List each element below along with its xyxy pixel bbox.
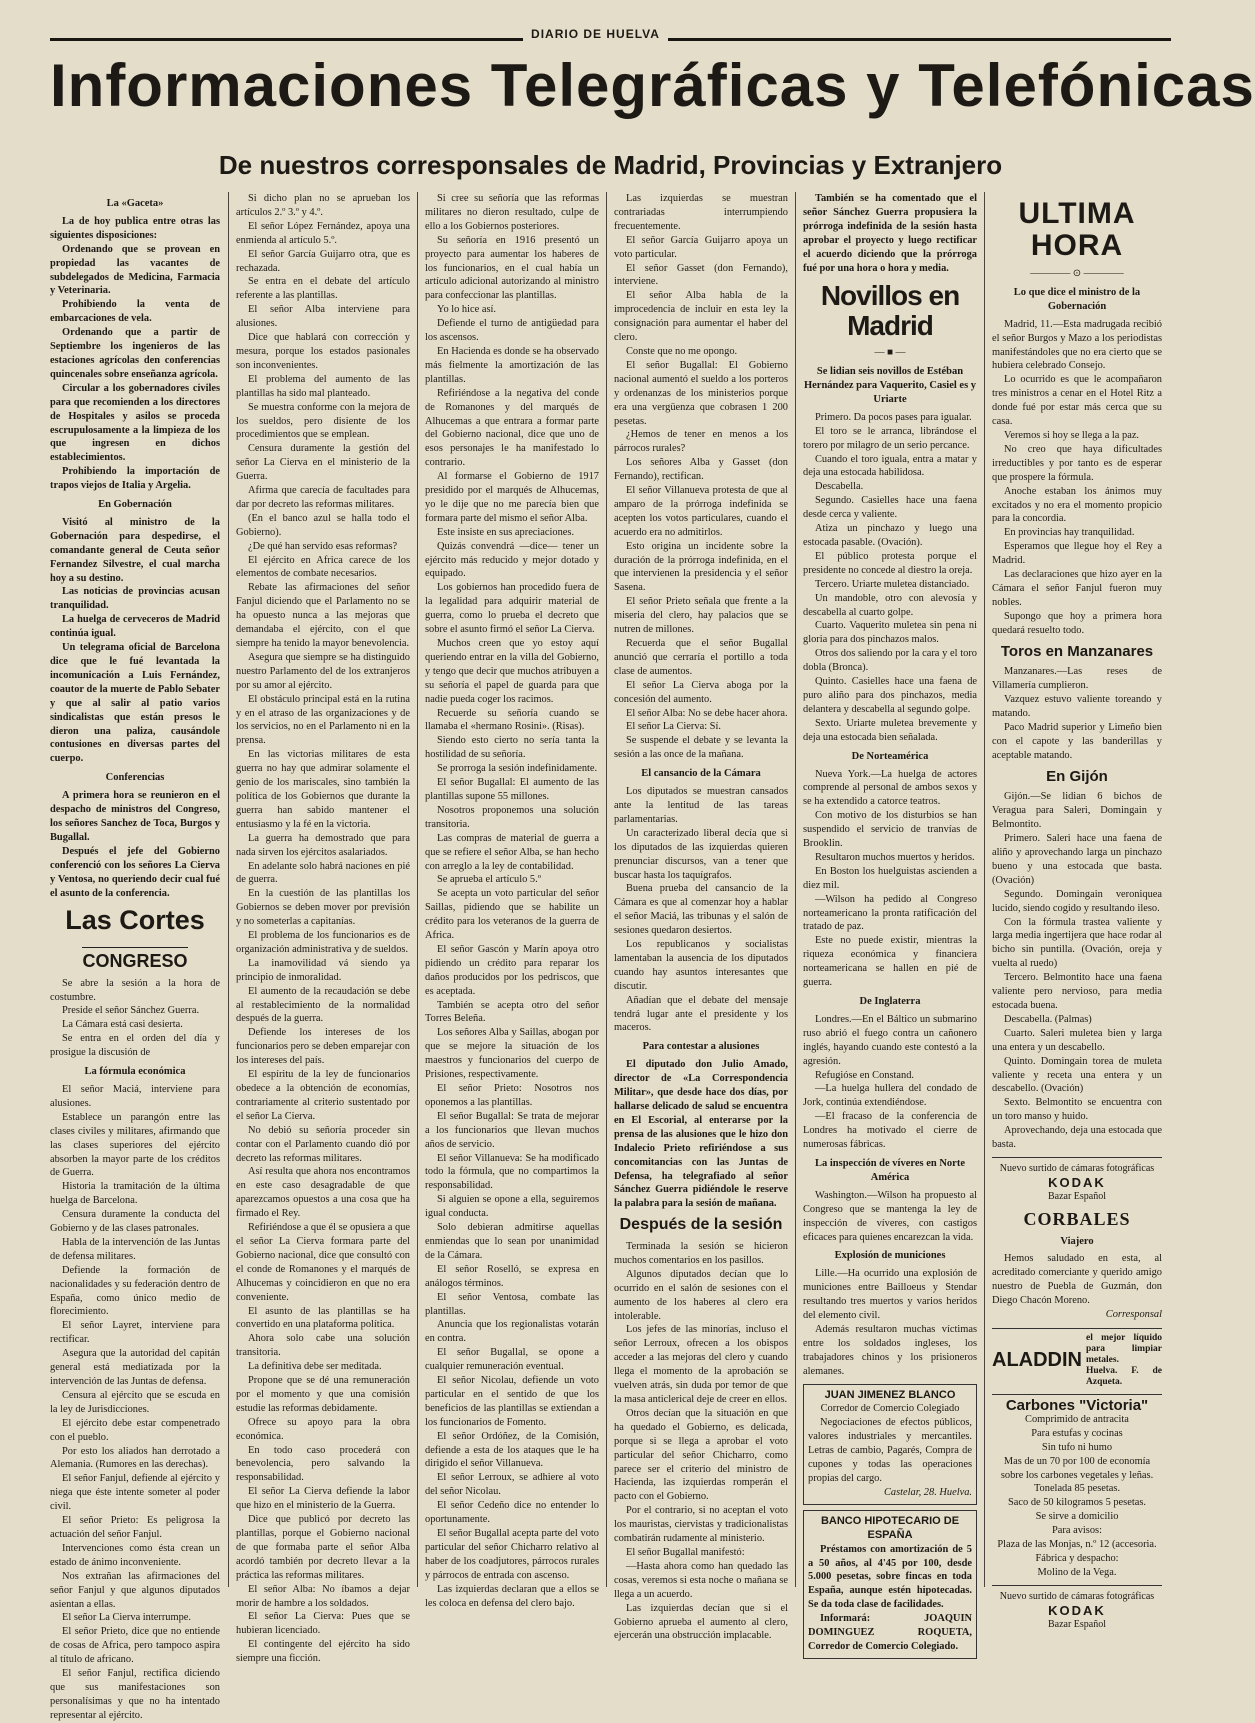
paragraph: El señor La Cierva interrumpe. [62,1612,191,1624]
inglaterra-list [803,1013,977,1152]
paragraph: Los señores Alba y Saillas, abogan por que se mejore la situación de los maestros y funcionarios del cuerpo de Prisiones, respectivamente. [425,1027,599,1081]
paragraph: —Wilson ha pedido al Congreso norteamericano la pronta ratificación del tratado de paz. [803,893,977,933]
column-5 [803,192,977,1652]
paragraph: Las izquierdas declaran que a ellos se les coloca en defensa del clero bajo. [425,1583,599,1609]
paragraph: Yo lo hice así. [437,304,496,316]
divider-dashes: — ■ — [874,347,906,359]
paragraph: Buena prueba del cansancio de la Cámara es que al comenzar hoy a hablar el señor Maciá, las tribunas y el salón de sesiones quedaron desiertos. [614,883,788,937]
paragraph: Primero. Da pocos pases para igualar. [815,411,972,423]
paragraph: Este no puede existir, mientras la riqueza económica y financiera norteamericana se hallen en pié de guerra. [803,935,977,989]
section-title-norteamerica: De Norteamérica [851,750,929,762]
cortes-heading: Las Cortes [65,905,205,936]
viajero-paragraph: Hemos saludado en esta, al acreditado comerciante y querido amigo nuestro de Puebla de Guzmán, don Diego Chacón Moreno. [992,1253,1162,1307]
paragraph: Defiende el turno de antigüedad para los ascensos. [425,318,599,344]
ad-jimenez-address: Castelar, 28. Huelva. [883,1486,972,1498]
ad-banco-contact: Informará: JOAQUIN DOMINGUEZ ROQUETA, Corredor de Comercio Colegiado. [808,1613,972,1652]
ad-aladdin-place: Huelva. F. de Azqueta. [1086,1366,1162,1388]
column-separator [228,192,229,1587]
ad-jimenez-role: Corredor de Comercio Colegiado [820,1403,960,1415]
paragraph: En las victorias militares de esta guerra no hay que admirar solamente el genio de los mariscales, sino también la política de los Gobiernos que durante la guerra han sabido mantener el entusiasmo y la fé en la victoria. [236,749,410,830]
paragraph: Las izquierdas se muestran contrariadas interrumpiendo frecuentemente. [614,193,788,232]
column-6 [992,192,1162,1630]
section-title-gobernacion: En Gobernación [98,499,172,511]
paragraph: El señor Alba interviene para alusiones. [236,304,410,330]
paragraph: Primero. Saleri hace una faena de aliño y aprovechando larga un pinchazo bueno y una estocada que basta. (Ovación) [992,833,1162,886]
paragraph: Comprimido de antracita [1025,1413,1129,1425]
paragraph: Manzanares.—Las reses de Villamería cumplieron. [992,666,1162,692]
paragraph: ¿De qué han servido esas reformas? [248,540,398,552]
ad-kodak-1 [992,1157,1162,1204]
paragraph: El ejército debe estar compenetrado con el pueblo. [50,1417,220,1443]
column-separator [606,192,607,1587]
paragraph: Descabella. [815,481,864,493]
paragraph: Tercero. Belmontito hace una faena valiente pero nervioso, para media estocada buena. [992,972,1162,1011]
paragraph: Anoche estaban los ánimos muy excitados y no era el momento propicio para la concordia. [992,485,1162,525]
ad-carbones-lines [992,1413,1162,1580]
paragraph: Se sirve a domicilio [1035,1511,1119,1523]
paragraph: Ordenando que se provean en propiedad las vacantes de subdelegados de Medicina, Farmacia y Veterinaria. [50,243,220,297]
ultima-hora-heading: ULTIMA HORA [1018,197,1136,262]
paragraph: Conste que no me opongo. [626,345,738,357]
ad-kodak-1-line: Nuevo surtido de cámaras fotográficas [999,1162,1155,1174]
paragraph: Sin tufo ni humo [1041,1441,1113,1453]
paragraph: Las izquierdas decían que si el Gobierno aprueba el aumento al clero, ejercerán una obstrucción implacable. [614,1602,788,1642]
paragraph: Un mandoble, otro con alevosía y descabella al cuarto golpe. [803,592,977,618]
paragraph: Con la fórmula trastea valiente y larga media ingertijera que hace rodar al bicho sin puntilla. (Ovación, oreja y vuelta al ruedo) [992,916,1162,970]
column-2 [236,192,410,1665]
paragraph: No creo que haya dificultades irreductibles y por tanto es de esperar que prospere la fórmula. [992,443,1162,483]
paragraph: Censura duramente la gestión del señor La Cierva en el ministerio de la Guerra. [236,443,410,483]
paragraph: El señor Prieto, dice que no entiende de cosas de Africa, pero tampoco aspira al título de africano. [50,1626,220,1666]
paragraph: El señor Bugallal acepta parte del voto particular del señor Chicharro relativo al haber de los coadjutores, párrocos rurales y párrocos de entrada con ascenso. [425,1528,599,1581]
paragraph: Ahora solo cabe una solución transitoria. [236,1333,410,1359]
paragraph: El señor Roselló, se expresa en análogos términos. [425,1263,599,1289]
paragraph: El señor Cedeño dice no entender lo oportunamente. [425,1500,599,1526]
ad-kodak-1-shop: Bazar Español [1047,1190,1107,1202]
paragraph: El obstáculo principal está en la rutina y en el atraso de las organizaciones y de los servicios, no en el Parlamento ni en la prensa. [236,693,410,747]
novillos-deck: Se lidian seis novillos de Estéban Hernández para Vaquerito, Casiel es y Uriarte [803,366,977,405]
page-subhead: De nuestros corresponsales de Madrid, Provincias y Extranjero [218,150,1003,180]
paragraph: El señor Alba: No se debe hacer ahora. [626,707,788,719]
paragraph: Se aprueba el artículo 5.º [437,874,541,886]
ad-kodak-2-line: Nuevo surtido de cámaras fotográficas [999,1590,1155,1602]
ad-banco-text: Préstamos con amortización de 5 a 50 años, al 4'45 por 100, desde 5.000 pesetas, sobre fincas en toda España, aunque estén hipotecadas. Se da toda clase de facilidades. [808,1543,972,1611]
paragraph: Dice que hablará con corrección y mesura, porque los estados pasionales son inconvenientes. [236,332,410,371]
paragraph: Refugióse en Constand. [815,1069,914,1081]
ad-carbones-title: Carbones "Victoria" [992,1394,1162,1413]
paragraph: Añadían que el debate del mensaje tendrá lugar ante el presidente y los maceros. [614,994,788,1034]
paragraph: Veremos si hoy se llega a la paz. [1004,429,1140,441]
paragraph: Washington.—Wilson ha propuesto al Congreso que se mantenga la ley de inspección de víveres, con castigos eficaces para quienes encarezcan la vida. [803,1189,977,1243]
section-title-viveres: La inspección de víveres en Norte América [815,1157,965,1183]
ad-banco [803,1510,977,1659]
paragraph: El señor La Cierva: Sí. [626,721,721,733]
paragraph: El señor Gascón y Marín apoya otro pidiendo un crédito para reparar los daños producidos por los pedriscos, que es aceptada. [425,943,599,997]
paragraph: Defiende la formación de nacionalidades y su federación dentro de España, como único medio de florecimiento. [50,1264,220,1318]
paragraph: Nosotros proponemos una solución transitoria. [425,804,599,830]
paragraph: Nos extrañan las afirmaciones del señor Fanjul y que algunos diputados asientan a ellas. [50,1570,220,1610]
paragraph: Tercero. Uriarte muletea distanciado. [815,578,970,590]
paragraph: El aumento de la recaudación se debe al restablecimiento de la normalidad después de la guerra. [236,985,410,1025]
paragraph: Los republicanos y socialistas lamentaban la ausencia de los diputados cuando hay asuntos interesantes que discutir. [614,939,788,992]
paragraph: Ordenando que a partir de Septiembre los ingenieros de las estaciones agrícolas den conferencias quincenales sobre enseñanza agrícola. [50,327,220,380]
paragraph: Solo debieran admitirse aquellas enmiendas que lo sean por unanimidad de la Cámara. [425,1222,599,1261]
paragraph: Si dicho plan no se aprueban los artículos 2.º 3.º y 4.º. [236,193,410,218]
paragraph: La definitiva debe ser meditada. [248,1361,382,1373]
paragraph: Las noticias de provincias acusan tranquilidad. [50,586,220,612]
viveres-list [803,1189,977,1245]
paragraph: El señor López Fernández, apoya una enmienda al artículo 5.º. [236,220,410,246]
paragraph: Lille.—Ha ocurrido una explosión de municiones entre Bailloeus y Stendar resultando tres muertos y varios heridos del elemento civil. [803,1268,977,1322]
gobernacion-list [50,516,220,766]
paragraph: Para avisos: [1052,1525,1102,1537]
paragraph: El señor Maciá, interviene para alusiones. [50,1083,220,1109]
gijon-heading: En Gijón [1046,767,1108,785]
paragraph: El señor Bugallal: El aumento de las plantillas supone 55 millones. [425,777,599,802]
cansancio-list [614,785,788,1035]
paragraph: El señor Prieto: Nosotros nos oponemos a las plantillas. [425,1083,599,1108]
congreso-list [50,977,220,1060]
paragraph: Muchos creen que yo estoy aquí queriendo entrar en la villa del Gobierno, y tengo que decir que muchos atribuyen a su señoría el papel de guarda para que nadie pueda coger los racimos. [425,638,599,705]
paragraph: La huelga de cerveceros de Madrid continúa igual. [50,614,220,640]
paragraph: Si cree su señoría que las reformas militares no dieron resultado, culpe de ello a los Gobiernos posteriores. [425,193,599,232]
section-title-conferencias: Conferencias [105,772,165,784]
paragraph: No debió su señoría proceder sin contar con el Parlamento cuando dió por decreto las reformas militares. [236,1124,410,1164]
paragraph: Anuncia que los regionalistas votarán en contra. [425,1319,599,1345]
ad-kodak-1-brand: KODAK [1048,1174,1106,1190]
paragraph: El problema de los funcionarios es de organización administrativa y de sueldos. [236,930,410,955]
ad-kodak-2 [992,1585,1162,1632]
column-separator [795,192,796,1587]
paragraph: La Cámara está casi desierta. [62,1019,183,1031]
section-title-inglaterra: De Inglaterra [859,996,921,1007]
paragraph: Vazquez estuvo valiente toreando y matando. [992,694,1162,720]
ad-jimenez-name: JUAN JIMENEZ BLANCO [824,1388,956,1401]
paragraph: El señor Ventosa, combate las plantillas. [425,1291,599,1317]
ad-aladdin-name: ALADDIN [992,1348,1082,1371]
paragraph: Paco Madrid superior y Limeño bien con el capote y las banderillas y aceptable matando. [992,721,1162,761]
paragraph: Establece un parangón entre las clases civiles y militares, afirmando que las clases superiores del ejército absorben la mayor parte de los créditos de Guerra. [50,1111,220,1179]
paragraph: El señor Alba habla de la improcedencia de incluir en esta ley la consignación para aumentar el haber del clero. [614,290,788,344]
paragraph: Las compras de material de guerra a que se refiere el señor Alba, se han hecho con arreglo a la ley de contabilidad. [425,832,599,872]
novillos-heading: Novillos en Madrid [820,280,960,341]
paragraph: El señor Fanjul, defiende al ejército y niega que éste intente someter al poder civil. [50,1473,220,1513]
paragraph: El señor García Guijarro otra, que es rechazada. [236,248,410,274]
paragraph: Habla de la intervención de las Juntas de defensa militares. [50,1236,220,1262]
paragraph: Segundo. Domingain veroniquea lucido, siendo cogido y resultando ileso. [992,888,1162,914]
paragraph: Censura duramente la conducta del Gobierno y de las clases patronales. [50,1209,220,1235]
paragraph: Madrid, 11.—Esta madrugada recibió el señor Burgos y Mazo a los periodistas manifestándoles que no era cierto que se hubiera celebrado Consejo. [992,318,1162,372]
paragraph: En todo caso procederá con benevolencia, pero salvando la responsabilidad. [236,1444,410,1484]
paragraph: Los jefes de las minorías, incluso el señor Lerroux, ofrecen a los obispos acceder a las mejoras del clero y cuando llega el momento de la aprobación se vuelven atrás, sin duda por temor de que la masa anticlerical deje de creer en ellos. [614,1324,788,1406]
paragraph: Sexto. Belmontito se encuentra con un toro manso y huido. [992,1097,1162,1123]
paragraph: El señor Villanueva protesta de que al amparo de la prórroga indefinida se acepten los votos particulares, cuando el acuerdo era no admitirlos. [614,485,788,538]
paragraph: Se muestra conforme con la mejora de los sueldos, pero disiente de los procedimientos que se emplean. [236,401,410,441]
paragraph: Cuarto. Vaquerito muletea sin pena ni gloria para dos pinchazos malos. [803,620,977,646]
column-separator [417,192,418,1587]
paragraph: Terminada la sesión se hicieron muchos comentarios en los pasillos. [614,1241,788,1266]
paragraph: Atiza un pinchazo y luego una estocada pasable. (Ovación). [803,523,977,548]
paragraph: El señor Lerroux, se adhiere al voto del señor Nicolau. [425,1472,599,1498]
paragraph: Se suspende el debate y se levanta la sesión a las once de la mañana. [614,735,788,761]
paragraph: Fábrica y despacho: [1035,1552,1119,1564]
despues-list [614,1240,788,1643]
paragraph: El señor Alba: No íbamos a dejar morir de hambre a los soldados. [236,1583,410,1609]
paragraph: —La huelga hullera del condado de Jork, continúa extendiéndose. [803,1083,977,1109]
ad-aladdin [992,1328,1162,1388]
paragraph: Para estufas y cocinas [1031,1427,1123,1439]
paragraph: Cuarto. Saleri muletea bien y larga una entera y un descabello. [992,1027,1162,1053]
section-title-alusiones: Para contestar a alusiones [642,1041,760,1053]
paragraph: Se entra en el debate del artículo referente a las plantillas. [236,276,410,302]
paragraph: El señor Villanueva: Se ha modificado todo la fórmula, que no compartimos la responsabilidad. [425,1152,599,1192]
municiones-list [803,1267,977,1378]
paragraph: Aprovechando, deja una estocada que basta. [992,1125,1162,1151]
paragraph: El señor Bugallal: Se trata de mejorar a los funcionarios que llevan muchos años de servicio. [425,1110,599,1150]
paragraph: Ofrece su apoyo para la obra económica. [236,1416,410,1442]
paragraph: Los señores Alba y Gasset (don Fernando), rectifican. [614,457,788,483]
paragraph: Asegura que la autoridad del capitán general está mediatizada por la intervención de las Juntas de defensa. [50,1348,220,1388]
paragraph: Mas de un 70 por 100 de economía sobre los carbones vegetales y leñas. [1000,1455,1154,1481]
paragraph: (En el banco azul se halla todo el Gobierno). [236,512,410,538]
paragraph: En la cuestión de las plantillas los Gobiernos se deben mover por previsión y no someterlas a capitanías. [236,888,410,928]
paragraph: Censura al ejército que se escuda en la ley de Jurisdicciones. [50,1389,220,1415]
norteamerica-list [803,768,977,991]
paragraph: Se prorroga la sesión indefinidamente. [437,763,598,775]
paragraph: Historia la tramitación de la última huelga de Barcelona. [50,1181,220,1207]
paragraph: Se abre la sesión a la hora de costumbre. [50,977,220,1003]
paragraph: Los gobiernos han procedido fuera de la legalidad para adquirir material de guerra, como lo prueba el decreto que sobre el asunto firmó el señor La Cierva. [425,582,599,636]
col2-list [236,192,410,1666]
toros-list [992,665,1162,762]
paragraph: El contingente del ejército ha sido siempre una ficción. [236,1639,410,1665]
paragraph: El señor Ordóñez, de la Comisión, defiende a esta de los ataques que le ha dirigido el señor Villanueva. [425,1430,599,1470]
paragraph: Preside el señor Sánchez Guerra. [62,1005,200,1017]
col3-list [425,192,599,1610]
paragraph: Saco de 50 kilogramos 5 pesetas. [1008,1497,1146,1509]
ad-jimenez [803,1384,977,1505]
paragraph: También se acepta otro del señor Torres Beleña. [425,999,599,1025]
column-3 [425,192,599,1609]
paragraph: Refiriéndose a que él se opusiera a que el señor La Cierva formara parte del Gobierno nacional, dice que consultó con el conde de Romanones y el marqués de Alhucemas y coincidieron en que no era conveniente. [236,1222,410,1303]
paragraph: Circular a los gobernadores civiles para que recomienden a los directores de Hospitales y asilos se proceda escrupulosamente a la limpieza de los que ingresen en dichos establecimientos. [50,382,220,464]
paragraph: En adelante solo habrá naciones en pié de guerra. [236,860,410,886]
ad-aladdin-desc: el mejor líquido para limpiar metales. [1086,1333,1162,1366]
paragraph: Refiriéndose a la negativa del conde de Romanones y del marqués de Alhucemas a que entrara a formar parte del Gobierno nacional, dice que uno de esos personajes le ha manifestado lo contrario. [425,387,599,469]
paragraph: Sexto. Uriarte muletea brevemente y deja una estocada bien señalada. [803,717,977,743]
paragraph: El público protesta porque el presidente no concede al diestro la oreja. [803,550,977,576]
paragraph: Prohibiendo la venta de embarcaciones de vela. [50,299,220,325]
paragraph: Recuerde su señoría cuando se llamaba el «hermano Rosini». (Risas). [425,707,599,733]
paragraph: El señor Nicolau, defiende un voto particular en el sentido de que los beneficios de las plantillas se extiendan a los funcionarios de Fomento. [425,1375,599,1428]
paragraph: En Hacienda es donde se ha observado más fielmente la amortización de las plantillas. [425,345,599,385]
paragraph: En Boston los huelguistas ascienden a diez mil. [803,865,977,891]
paragraph: El señor Layret, interviene para rectificar. [50,1320,220,1346]
paragraph: Esperamos que llegue hoy el Rey a Madrid. [992,541,1162,567]
paragraph: Intervenciones como ésta crean un estado de ánimo inconveniente. [50,1542,220,1568]
viajero-sign: Corresponsal [1105,1309,1162,1321]
despues-heading: Después de la sesión [619,1216,783,1234]
paragraph: Al formarse el Gobierno de 1917 presidido por el marqués de Alhucemas, yo le dije que no me parecía bien que formara parte del mismo el señor Alba. [425,471,599,524]
paragraph: Por esto los aliados han derrotado a Alemania. (Rumores en las derechas). [50,1445,220,1471]
corbales-heading: CORBALES [1023,1208,1131,1229]
paragraph: Supongo que hoy a primera hora quedará resuelto todo. [992,610,1162,636]
congreso-wrap [50,941,220,977]
paragraph: Resultaron muchos muertos y heridos. [815,851,975,863]
paragraph: Defiende los intereses de los funcionarios pero se deben emparejar con los intereses del país. [236,1027,410,1067]
paragraph: Propone que se dé una remuneración por el momento y que una comisión estudie las reformas debidamente. [236,1375,410,1414]
paragraph: Londres.—En el Báltico un submarino ruso abrió el fuego contra un cañonero inglés, hayando cuando este contestó a la agresión. [803,1013,977,1067]
paragraph: Quizás convendrá —dice— tener un ejército más reducido y mejor dotado y equipado. [425,540,599,580]
section-title-municiones: Explosión de municiones [834,1250,946,1262]
column-separator [984,192,985,1587]
paragraph: El señor Prieto señala que frente a la miseria del clero, hay palacios que se nutren de millones. [614,596,788,636]
section-title-cansancio: El cansancio de la Cámara [641,768,761,780]
paragraph: El señor Gasset (don Fernando), interviene. [614,262,788,288]
paragraph: —El fracaso de la conferencia de Londres ha motivado el cierre de numerosas fábricas. [803,1111,977,1151]
paragraph: Quinto. Casielles hace una faena de puro aliño para dos pinchazos, media delantera y descabella al segundo golpe. [803,676,977,715]
paragraph: Su señoría en 1916 presentó un proyecto para aumentar los haberes de los funcionarios, en el cual había un artículo adicional autorizando al ministro para confeccionar las plantillas. [425,234,599,302]
paragraph: Así resulta que ahora nos encontramos en este caso desagradable de que aparezcamos opuestos a una cosa que ha firmado el Rey. [236,1166,410,1220]
paragraph: Recuerda que el señor Bugallal anunció que cerraría el portillo a toda clase de aumentos. [614,638,788,677]
paragraph: Gijón.—Se lidian 6 bichos de Veragua para Saleri, Domingain y Belmontito. [992,791,1162,831]
paragraph: El señor La Cierva aboga por la concesión del aumento. [614,679,788,705]
novillos-list [803,411,977,745]
paragraph: A primera hora se reunieron en el despacho de ministros del Congreso, los señores Sanchez de Toca, Burgos y Bugallal. [50,790,220,843]
section-title-ministro: Lo que dice el ministro de la Gobernación [1013,286,1141,312]
paragraph: Con motivo de los disturbios se han suspendido el servicio de tranvías de Brooklin. [803,810,977,850]
paragraph: Plaza de las Monjas, n.º 12 (accesoria. [997,1539,1157,1551]
paragraph: Visitó al ministro de la Gobernación para despedirse, el comandante general de Ceuta señor Fernandez Silvestre, el cual marcha hoy a su destino. [50,516,220,584]
paragraph: Otros decían que la situación en que ha quedado el Gobierno, es delicada, porque si se llega a aprobar el voto particular del señor Chicharro, como parece ser el criterio del ministro de Hacienda, las izquierdas romperán el pacto con el Gobierno. [614,1407,788,1503]
paragraph: Después el jefe del Gobierno conferenció con los señores La Cierva y Ventosa, no queriendo decir cual fué el asunto de la conferencia. [50,845,220,899]
paragraph: El señor García Guijarro apoya un voto particular. [614,234,788,260]
paragraph: Prohibiendo la importación de trapos viejos de Italia y Argelia. [50,466,220,492]
paragraph: En provincias hay tranquilidad. [1004,527,1135,539]
section-title-viajero: Viajero [1060,1235,1094,1247]
paragraph: Cuando el toro iguala, entra a matar y deja una estocada habilidosa. [803,453,977,479]
paragraph: Se acepta un voto particular del señor Saillas, pidiendo que se habilite un crédito para los veteranos de la guerra de Africa. [425,888,599,942]
paragraph: Nueva York.—La huelga de actores comprende al personal de ambos sexos y se ha extendido a catorce teatros. [803,768,977,808]
paragraph: Lo ocurrido es que le acompañaron tres ministros a cenar en el Hotel Ritz a donde fué por estar más cerca que su casa. [992,374,1162,428]
paragraph: El señor Bugallal, se opone a cualquier remuneración eventual. [425,1347,599,1373]
paragraph: Esto origina un incidente sobre la duración de la prórroga indefinida, en el que intervienen la presidencia y el señor Sasena. [614,540,788,594]
conferencias-list [50,789,220,900]
paragraph: Por el contrario, si no aceptan el voto los mauristas, ciervistas y tradicionalistas combatirán rudamente al ministerio. [614,1505,788,1545]
paragraph: Algunos diputados decían que lo ocurrido en el salón de sesiones con el aumento de los haberes al clero era intolerable. [614,1268,788,1322]
section-title-formula: La fórmula económica [84,1066,186,1078]
paragraph: El señor La Cierva defiende la labor que hizo en el ministerio de la Guerra. [236,1486,410,1512]
paragraph: El toro se le arranca, librándose el torero por milagro de un serio percance. [803,425,977,451]
paragraph: Los diputados se muestran cansados ante la lentitud de las tareas parlamentarias. [614,786,788,825]
paragraph: Siendo esto cierto no sería tanta la hostilidad de su señoría. [425,735,599,761]
paragraph: Además resultaron muchas víctimas entre los soldados ingleses, los trabajadores chinos y los prisioneros alemanes. [803,1323,977,1377]
paragraph: El ejército en Africa carece de los elementos de combate necesarios. [236,554,410,580]
paragraph: Se entra en el orden del día y prosigue la discusión de [50,1033,220,1059]
page-headline: Informaciones Telegráficas y Telefónicas [50,52,1255,119]
paragraph: La guerra ha demostrado que para nada sirven los ejércitos asalariados. [236,832,410,858]
paragraph: Las declaraciones que hizo ayer en la Cámara el señor Fanjul fueron muy nobles. [992,569,1162,608]
paragraph: Un telegrama oficial de Barcelona dice que le fué levantada la incomunicación a Luis Fernández, coautor de la muerte de Pablo Sebater y que al salir al patio varios sindicalistas que están presos le dieron una paliza, causándole contusiones en diversas partes del cuerpo. [50,642,220,765]
paragraph: ¿Hemos de tener en menos a los párrocos rurales? [614,429,788,455]
paragraph: La de hoy publica entre otras las siguientes disposiciones: [50,215,220,241]
ad-aladdin-text [1086,1333,1162,1388]
paragraph: Afirma que carecía de facultades para dar por decreto las reformas militares. [236,485,410,510]
paragraph: El señor La Cierva: Pues que se hubieran licenciado. [236,1611,410,1637]
paragraph: La inamovilidad vá siendo ya principio de inmoralidad. [236,957,410,983]
col4-list-a [614,192,788,762]
gijon-list [992,790,1162,1152]
paragraph: El diputado don Julio Amado, director de «La Correspondencia Militar», que desde hace dos días, por hallarse delicado de salud se encuentra en El Escorial, al enterarse por la prensa de las alusiones que le hizo don Indalecio Prieto refiriéndose a sus concomitancias con las Juntas de Defensa, ha telegrafiado al señor Sánchez Guerra pidiéndole le reserve la palabra para la sesión de mañana. [614,1059,788,1210]
paragraph: El problema del aumento de las plantillas ha sido mal planteado. [236,373,410,399]
divider-ornament: ———— ⊙ ———— [1030,268,1124,279]
congreso-heading: CONGRESO [82,947,187,971]
paragraph: Este insiste en sus apreciaciones. [437,526,575,538]
paragraph: Quinto. Domingain torea de muleta valiente y receta una entera y un descabello. (Ovación) [992,1055,1162,1095]
paragraph: Asegura que siempre se ha distinguido nuestro Parlamento del de los extranjeros por su amor al ejército. [236,651,410,691]
ad-kodak-2-brand: KODAK [1048,1602,1106,1618]
paragraph: Si alguien se opone a ella, seguiremos igual conducta. [425,1194,599,1220]
formula-list [50,1083,220,1723]
gaceta-list [50,215,220,493]
paragraph: Otros dos saliendo por la cara y el toro dobla (Bronca). [803,648,977,674]
column-4 [614,192,788,1642]
ad-jimenez-text: Negociaciones de efectos públicos, valores industriales y mercantiles. Letras de cambio, Pagarés, Compra de cupones y todas las operaciones propias del cargo. [808,1417,972,1484]
paragraph: Molino de la Vega. [1037,1566,1117,1578]
alusiones-list [614,1058,788,1211]
paragraph: El espíritu de la ley de funcionarios obedece a la obtención de economías, contrariamente al criterio sustentado por el señor La Cierva. [236,1069,410,1122]
paragraph: Tonelada 85 pesetas. [1033,1483,1121,1495]
masthead-text: DIARIO DE HUELVA [523,27,668,41]
paragraph: El señor Bugallal: El Gobierno nacional aumentó el sueldo a los porteros y ordenanzas de los ministerios porque era una vergüenza que cobrasen 1 200 pesetas. [614,359,788,427]
paragraph: El señor Fanjul, rectifica diciendo que sus manifestaciones son personalísimas y que no ha intentado representar al ejército. [50,1668,220,1721]
paragraph: Dice que publicó por decreto las plantillas, porque el Gobierno nacional de que formaba parte el señor Alba acordó también por decreto llevar a la práctica las reformas militares. [236,1514,410,1581]
paragraph: Segundo. Casielles hace una faena desde cerca y valiente. [803,495,977,521]
column-1 [50,192,220,1721]
masthead [0,27,1191,41]
paragraph: El señor Bugallal manifestó: [626,1546,745,1558]
ministro-list [992,318,1162,638]
paragraph: El asunto de las plantillas se ha convertido en una plataforma política. [236,1305,410,1331]
paragraph: —Hasta ahora como han quedado las cosas, veremos si esta noche o mañana se llega a un acuerdo. [614,1560,788,1600]
ad-kodak-2-shop: Bazar Español [1047,1618,1107,1630]
toros-heading: Toros en Manzanares [1000,642,1154,660]
section-title-gaceta: La «Gaceta» [106,198,164,209]
paragraph: Descabella. (Palmas) [1004,1013,1092,1025]
paragraph: El señor Prieto: Es peligrosa la actuación del señor Fanjul. [50,1515,220,1540]
paragraph: Rebate las afirmaciones del señor Fanjul diciendo que el Parlamento no se ha opuesto nunca a las mejoras que demandaba el ejército, con el que siempre ha tenido la mayor benevolencia. [236,582,410,649]
ad-banco-name: BANCO HIPOTECARIO DE ESPAÑA [820,1514,960,1541]
paragraph: Un caracterizado liberal decía que si los diputados de las izquierdas quieren prenunciar discursos, van a tener que buscar hasta los taquígrafos. [614,827,788,881]
intro-paragraph: También se ha comentado que el señor Sánchez Guerra propusiera la prórroga indefinida de la sesión hasta aprobar el proyecto y luego rectificar el acuerdo diciendo que la prórroga fué por una hora o hora y media. [803,193,977,274]
